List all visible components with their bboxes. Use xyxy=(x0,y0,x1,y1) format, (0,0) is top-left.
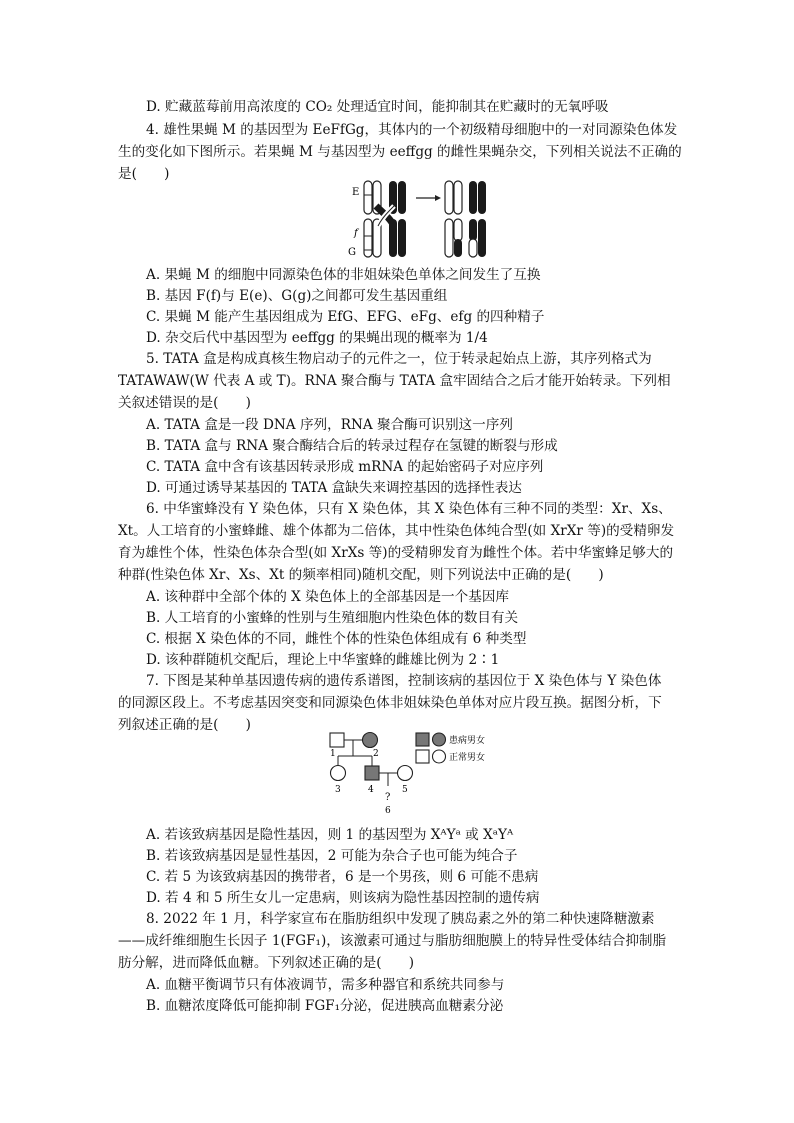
individual-5-normal-female xyxy=(398,766,413,781)
pedigree-chart xyxy=(320,726,524,818)
q5-option: C. TATA 盒中含有该基因转录形成 mRNA 的起始密码子对应序列 xyxy=(146,459,544,475)
q7-stem-line: 列叙述正确的是( ) xyxy=(118,717,251,733)
arrow xyxy=(416,195,441,201)
individual-4-affected-male xyxy=(365,766,379,780)
q6-option: A. 该种群中全部个体的 X 染色体上的全部基因是一个基因库 xyxy=(146,589,510,605)
q5-option: A. TATA 盒是一段 DNA 序列，RNA 聚合酶可识别这一序列 xyxy=(146,417,513,433)
q4-option: D. 杂交后代中基因型为 eeffgg 的果蝇出现的概率为 1/4 xyxy=(146,330,488,346)
q6-option: D. 该种群随机交配后，理论上中华蜜蜂的雌雄比例为 2∶1 xyxy=(146,652,500,668)
q6-stem-line: 育为雄性个体，性染色体杂合型(如 XrXs 等)的受精卵发育为雌性个体。若中华蜜蜂足够大的 xyxy=(118,545,674,561)
pedigree-id: 6 xyxy=(385,806,391,816)
q6-stem-line: 种群(性染色体 Xr、Xs、Xt 的频率相同)随机交配，则下列说法中正确的是( ) xyxy=(118,567,604,583)
q7-stem-line: 7. 下图是某种单基因遗传病的遗传系谱图，控制该病的基因位于 X 染色体与 Y 染色体 xyxy=(146,673,662,689)
q4-stem-line: 4. 雄性果蝇 M 的基因型为 EeFfGg，其体内的一个初级精母细胞中的一对同源染色体发 xyxy=(146,122,678,138)
q4-option: A. 果蝇 M 的细胞中同源染色体的非姐妹染色单体之间发生了互换 xyxy=(146,267,541,283)
q6-option: B. 人工培育的小蜜蜂的性别与生殖细胞内性染色体的数目有关 xyxy=(146,610,519,626)
q8-option: B. 血糖浓度降低可能抑制 FGF₁分泌，促进胰高血糖素分泌 xyxy=(146,998,504,1014)
q5-option: B. TATA 盒与 RNA 聚合酶结合后的转录过程存在氢键的断裂与形成 xyxy=(146,438,558,454)
chromosome-pair-before xyxy=(364,181,406,257)
pedigree-id: 1 xyxy=(330,749,336,759)
gene-label-E: E xyxy=(352,187,360,198)
legend-normal-label: 正常男女 xyxy=(449,753,486,763)
q8-stem-line: 8. 2022 年 1 月，科学家宣布在脂肪组织中发现了胰岛素之外的第二种快速降糖激素 xyxy=(146,911,655,927)
gene-label-G: G xyxy=(348,247,356,258)
q7-option: A. 若该致病基因是隐性基因，则 1 的基因型为 XᴬYᵃ 或 XᵃYᴬ xyxy=(146,827,514,843)
q5-option: D. 可通过诱导某基因的 TATA 盒缺失来调控基因的选择性表达 xyxy=(146,480,522,496)
q6-stem-line: Xt。人工培育的小蜜蜂雌、雄个体都为二倍体，其中性染色体纯合型(如 XrXr 等)的受精卵发 xyxy=(118,523,675,539)
q4-stem-line: 是( ) xyxy=(118,166,170,182)
pedigree-id: 4 xyxy=(368,785,374,795)
individual-6-unknown: ? xyxy=(385,792,391,803)
q7-option: B. 若该致病基因是显性基因，2 可能为杂合子也可能为纯合子 xyxy=(146,848,518,864)
q5-stem-line: 关叙述错误的是( ) xyxy=(118,395,251,411)
q4-stem-line: 生的变化如下图所示。若果蝇 M 与基因型为 eeffgg 的雌性果蝇杂交，下列相关说法不正确的 xyxy=(118,144,682,160)
legend-normal-male-icon xyxy=(416,750,429,763)
q7-stem-line: 的同源区段上。不考虑基因突变和同源染色体非姐妹染色单体对应片段互换。据图分析，下 xyxy=(118,695,662,711)
individual-1-normal-male xyxy=(330,733,344,747)
legend-affected-female-icon xyxy=(433,733,446,746)
pedigree-id: 5 xyxy=(402,785,408,795)
gene-label-f: f xyxy=(354,228,358,239)
q5-stem-line: 5. TATA 盒是构成真核生物启动子的元件之一，位于转录起始点上游，其序列格式为 xyxy=(146,351,652,367)
q6-stem-line: 6. 中华蜜蜂没有 Y 染色体，只有 X 染色体，其 X 染色体有三种不同的类型：Xr、Xs、 xyxy=(146,501,672,517)
legend-affected-male-icon xyxy=(416,733,429,746)
chromosome-pair-after xyxy=(445,181,486,257)
q7-option: C. 若 5 为该致病基因的携带者，6 是一个男孩，则 6 可能不患病 xyxy=(146,869,539,885)
q4-option: C. 果蝇 M 能产生基因组成为 EfG、EFG、eFg、efg 的四种精子 xyxy=(146,309,545,325)
q6-option: C. 根据 X 染色体的不同，雌性个体的性染色体组成有 6 种类型 xyxy=(146,631,527,647)
q7-option: D. 若 4 和 5 所生女儿一定患病，则该病为隐性基因控制的遗传病 xyxy=(146,890,540,906)
legend-normal-female-icon xyxy=(433,750,446,763)
pedigree-id: 2 xyxy=(373,749,379,759)
q8-stem-line: 肪分解，进而降低血糖。下列叙述正确的是( ) xyxy=(118,955,415,971)
q4-option: B. 基因 F(f)与 E(e)、G(g)之间都可发生基因重组 xyxy=(146,288,448,304)
legend-affected-label: 患病男女 xyxy=(449,736,486,746)
individual-3-normal-female xyxy=(331,766,346,781)
chromosome-crossover-figure xyxy=(342,176,490,260)
pedigree-id: 3 xyxy=(335,785,341,795)
individual-2-affected-female xyxy=(363,733,378,748)
q8-stem-line: ——成纤维细胞生长因子 1(FGF₁)，该激素可通过与脂肪细胞膜上的特异性受体结合抑制脂 xyxy=(118,933,667,949)
q8-option: A. 血糖平衡调节只有体液调节，需多种器官和系统共同参与 xyxy=(146,977,505,993)
q3-option-d: D. 贮藏蓝莓前用高浓度的 CO₂ 处理适宜时间，能抑制其在贮藏时的无氧呼吸 xyxy=(146,99,609,115)
q5-stem-line: TATAWAW(W 代表 A 或 T)。RNA 聚合酶与 TATA 盒牢固结合之后才能开始转录。下列相 xyxy=(118,373,671,389)
